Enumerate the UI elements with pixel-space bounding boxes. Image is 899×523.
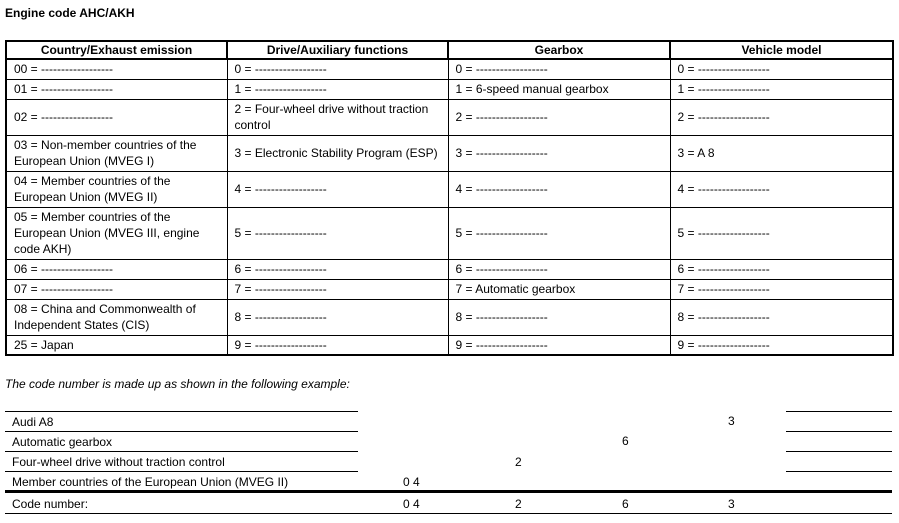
code-digit-vehicle: 3 (728, 497, 735, 511)
table-row (6, 135, 893, 171)
table-cell: 8 = ------------------ (670, 299, 893, 335)
code-digit-drive: 2 (515, 497, 522, 511)
table-cell: 9 = ------------------ (448, 335, 670, 355)
table-cell: 05 = Member countries of the European Union (MVEG III, engine code AKH) (6, 207, 227, 259)
divider (786, 411, 892, 412)
code-digit-country: 0 4 (403, 497, 420, 511)
engine-code-table (5, 40, 894, 356)
header-vehicle-model: Vehicle model (670, 41, 893, 59)
table-cell: 2 = Four-wheel drive without traction control (227, 99, 448, 135)
table-cell: 7 = ------------------ (670, 279, 893, 299)
table-cell: 1 = ------------------ (670, 79, 893, 99)
table-cell: 04 = Member countries of the European Union (MVEG II) (6, 171, 227, 207)
table-row (6, 207, 893, 259)
divider (786, 471, 892, 472)
example-digit-vehicle: 3 (728, 414, 735, 428)
example-digit-country: 0 4 (403, 475, 420, 489)
table-cell: 9 = ------------------ (227, 335, 448, 355)
code-number-label: Code number: (12, 497, 89, 511)
table-cell: 0 = ------------------ (448, 59, 670, 79)
table-row (6, 59, 893, 79)
table-cell: 5 = ------------------ (448, 207, 670, 259)
table-cell: 7 = Automatic gearbox (448, 279, 670, 299)
table-cell: 00 = ------------------ (6, 59, 227, 79)
table-cell: 25 = Japan (6, 335, 227, 355)
divider (5, 513, 892, 514)
table-cell: 3 = Electronic Stability Program (ESP) (227, 135, 448, 171)
table-row (6, 279, 893, 299)
code-digit-gearbox: 6 (622, 497, 629, 511)
table-cell: 4 = ------------------ (670, 171, 893, 207)
page-title: Engine code AHC/AKH (5, 6, 135, 20)
divider (5, 451, 358, 452)
table-cell: 6 = ------------------ (448, 259, 670, 279)
example-note: The code number is made up as shown in the following example: (5, 377, 350, 391)
table-header-row (6, 41, 893, 59)
table-cell: 01 = ------------------ (6, 79, 227, 99)
example-digit-gearbox: 6 (622, 434, 629, 448)
table-row (6, 79, 893, 99)
table-cell: 08 = China and Commonwealth of Independent States (CIS) (6, 299, 227, 335)
header-gearbox: Gearbox (448, 41, 670, 59)
table-cell: 8 = ------------------ (227, 299, 448, 335)
table-row (6, 99, 893, 135)
table-cell: 3 = A 8 (670, 135, 893, 171)
table-cell: 03 = Non-member countries of the European Union (MVEG I) (6, 135, 227, 171)
table-cell: 02 = ------------------ (6, 99, 227, 135)
divider (5, 471, 358, 472)
divider (786, 431, 892, 432)
table-cell: 3 = ------------------ (448, 135, 670, 171)
table-cell: 4 = ------------------ (448, 171, 670, 207)
table-cell: 5 = ------------------ (670, 207, 893, 259)
table-cell: 06 = ------------------ (6, 259, 227, 279)
table-cell: 5 = ------------------ (227, 207, 448, 259)
header-country: Country/Exhaust emission (6, 41, 227, 59)
header-drive: Drive/Auxiliary functions (227, 41, 448, 59)
example-label-gearbox: Automatic gearbox (12, 435, 113, 449)
table-row (6, 171, 893, 207)
table-cell: 1 = ------------------ (227, 79, 448, 99)
table-cell: 9 = ------------------ (670, 335, 893, 355)
table-cell: 2 = ------------------ (670, 99, 893, 135)
total-divider (5, 490, 892, 493)
table-cell: 07 = ------------------ (6, 279, 227, 299)
table-cell: 6 = ------------------ (227, 259, 448, 279)
example-label-drive: Four-wheel drive without traction control (12, 455, 225, 469)
table-cell: 4 = ------------------ (227, 171, 448, 207)
divider (786, 451, 892, 452)
example-label-vehicle: Audi A8 (12, 415, 54, 429)
table-row (6, 299, 893, 335)
table-row (6, 259, 893, 279)
divider (5, 411, 358, 412)
table-cell: 1 = 6-speed manual gearbox (448, 79, 670, 99)
table-cell: 7 = ------------------ (227, 279, 448, 299)
table-cell: 0 = ------------------ (670, 59, 893, 79)
table-cell: 8 = ------------------ (448, 299, 670, 335)
example-digit-drive: 2 (515, 455, 522, 469)
example-label-country: Member countries of the European Union (MVEG II) (12, 475, 289, 489)
divider (5, 431, 358, 432)
table-cell: 2 = ------------------ (448, 99, 670, 135)
table-cell: 0 = ------------------ (227, 59, 448, 79)
table-cell: 6 = ------------------ (670, 259, 893, 279)
table-row (6, 335, 893, 355)
